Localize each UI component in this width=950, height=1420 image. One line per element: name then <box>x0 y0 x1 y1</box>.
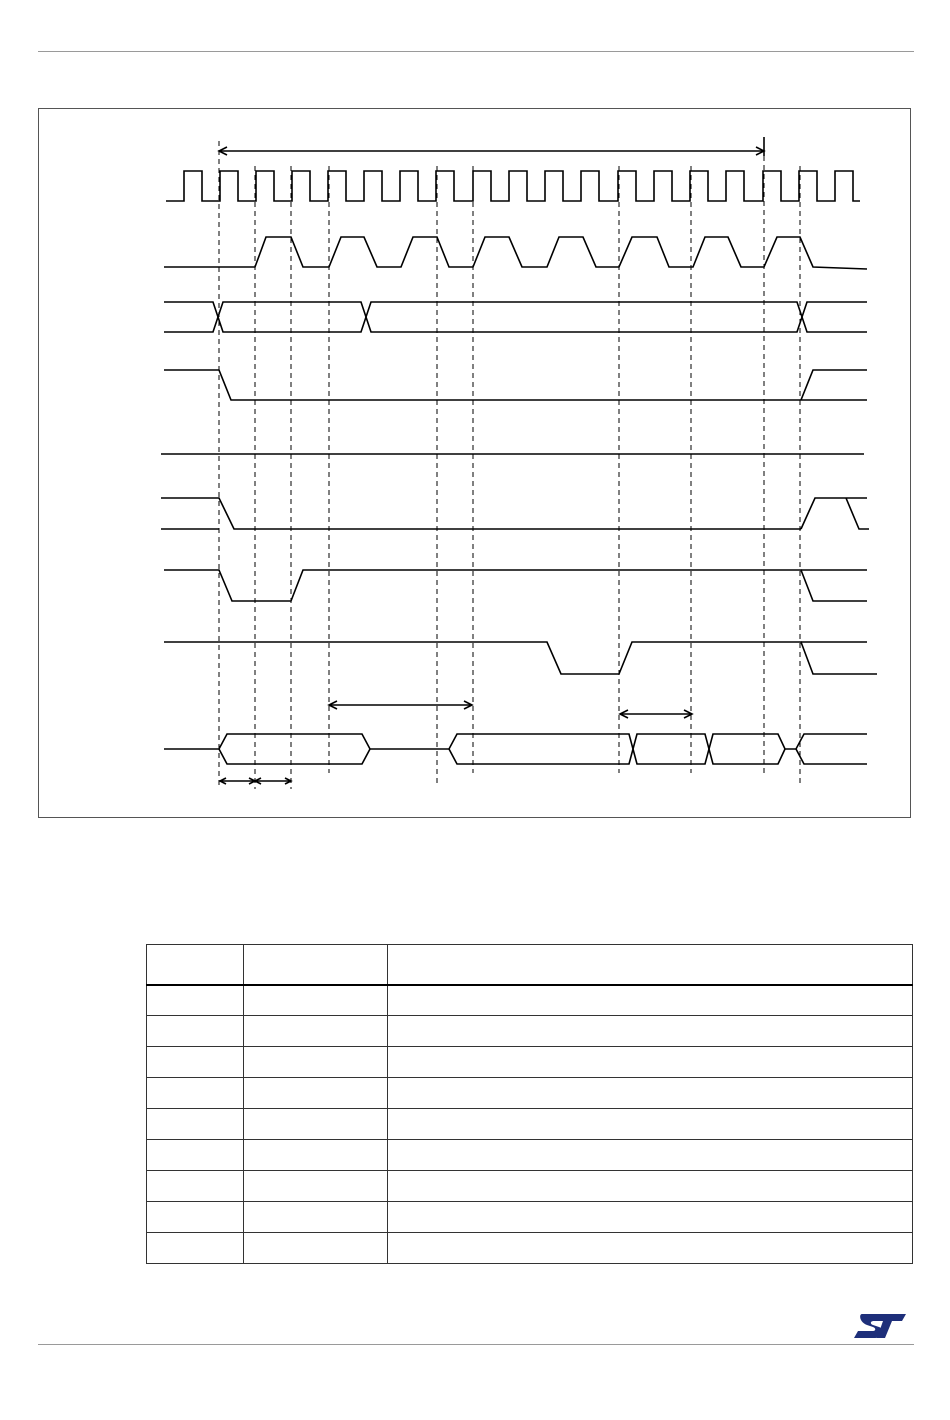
table-cell <box>147 1202 244 1233</box>
table-cell <box>147 985 244 1016</box>
table-header-cell <box>244 945 388 985</box>
table-header-row <box>147 945 913 985</box>
table-cell <box>147 1016 244 1047</box>
table-cell <box>147 1171 244 1202</box>
pulse-waveform <box>164 237 867 269</box>
table-cell <box>147 1047 244 1078</box>
table-row <box>147 1140 913 1171</box>
table-header-cell <box>388 945 913 985</box>
timing-diagram <box>39 109 912 819</box>
signal-8-waveform <box>164 642 877 674</box>
table-cell <box>244 1140 388 1171</box>
table-cell <box>244 1047 388 1078</box>
signal-6-return <box>161 498 869 529</box>
table-cell <box>244 1202 388 1233</box>
footer-rule <box>38 1344 914 1345</box>
table-cell <box>244 1078 388 1109</box>
table-cell <box>244 1109 388 1140</box>
cycle-span-arrow <box>219 137 764 156</box>
table-cell <box>147 1140 244 1171</box>
table-row <box>147 1171 913 1202</box>
table-cell <box>244 1233 388 1264</box>
table-cell <box>388 1109 913 1140</box>
delay-arrow-1 <box>329 701 472 709</box>
table-cell <box>388 1047 913 1078</box>
table-cell <box>388 1016 913 1047</box>
table-cell <box>388 1233 913 1264</box>
table-cell <box>388 1140 913 1171</box>
select-waveform-return <box>801 370 867 400</box>
delay-arrow-2 <box>620 710 692 718</box>
table-cell <box>244 1171 388 1202</box>
table-cell <box>388 985 913 1016</box>
select-waveform <box>164 370 867 400</box>
signal-6-waveform <box>161 498 801 529</box>
spec-table <box>146 944 913 1264</box>
signal-7-waveform <box>164 570 867 601</box>
table-cell <box>244 1016 388 1047</box>
table-row <box>147 985 913 1016</box>
timing-diagram-figure <box>38 108 911 818</box>
table-cell <box>388 1171 913 1202</box>
table-row <box>147 1202 913 1233</box>
table-row <box>147 1109 913 1140</box>
table-cell <box>147 1233 244 1264</box>
table-header-cell <box>147 945 244 985</box>
table-row <box>147 1047 913 1078</box>
header-rule <box>38 51 914 52</box>
table-cell <box>388 1202 913 1233</box>
table-row <box>147 1233 913 1264</box>
table-cell <box>244 985 388 1016</box>
table-row <box>147 1078 913 1109</box>
table-cell <box>147 1109 244 1140</box>
clock-waveform <box>166 171 860 201</box>
table-row <box>147 1016 913 1047</box>
bus-waveform <box>164 302 867 332</box>
st-logo-icon <box>852 1310 908 1342</box>
table-cell <box>147 1078 244 1109</box>
table-cell <box>388 1078 913 1109</box>
data-bus-waveform <box>164 734 867 764</box>
